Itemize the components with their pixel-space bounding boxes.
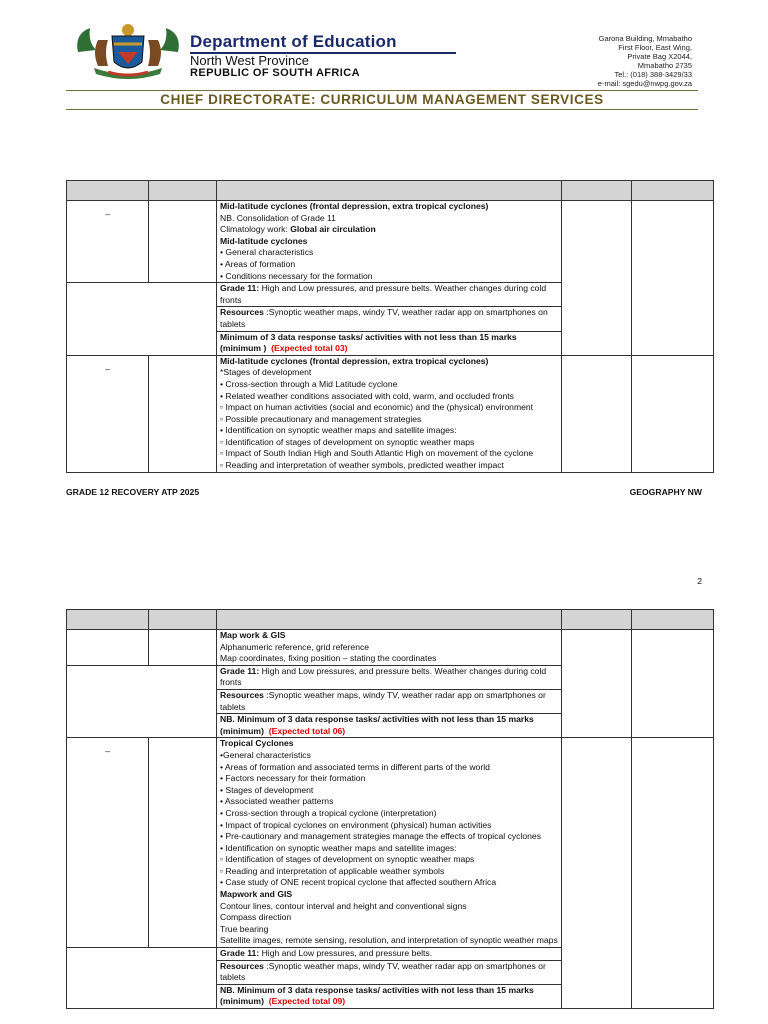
contact-line: Private Bag X2044, — [627, 52, 692, 61]
republic-name: REPUBLIC OF SOUTH AFRICA — [190, 67, 360, 79]
expected-total: (Expected total 09) — [268, 996, 346, 1007]
notes-cell — [631, 630, 713, 738]
content-line: True bearing — [220, 923, 269, 934]
assessment-cell — [561, 738, 631, 1009]
resources-cell — [217, 307, 562, 331]
content-line: • Conditions necessary for the formation — [220, 270, 373, 281]
resources-text: :Synoptic weather maps, windy TV, weather radar app on smartphones or tablets — [220, 689, 546, 712]
header-cell — [67, 181, 149, 201]
directorate-banner: CHIEF DIRECTORATE: CURRICULUM MANAGEMENT SERVICES — [160, 92, 604, 107]
content-line: ▫ Impact of South Indian High and South Atlantic High on movement of the cyclone — [220, 448, 534, 459]
contact-line: First Floor, East Wing, — [618, 43, 692, 52]
notes-cell — [631, 201, 713, 356]
content-line: • Identification on synoptic weather maps and satellite images: — [220, 425, 457, 436]
content-line: • General characteristics — [220, 247, 314, 258]
content-line: • Cross-section through a tropical cyclone (interpretation) — [220, 807, 437, 818]
assessment-cell — [561, 355, 631, 472]
content-line: ▫ Reading and interpretation of weather symbols, predicted weather impact — [220, 460, 504, 471]
date-cell — [149, 738, 217, 948]
contact-address — [598, 34, 692, 88]
content-cell — [217, 201, 562, 283]
grade11-label: Grade 11: — [220, 665, 260, 676]
content-line: • Cross-section through a Mid Latitude cyclone — [220, 378, 398, 389]
date-cell — [149, 201, 217, 283]
table-row — [67, 201, 714, 283]
content-text: Climatology work: — [220, 224, 291, 235]
province-name: North West Province — [190, 53, 309, 68]
grade11-cell — [217, 283, 562, 307]
header-cell — [149, 181, 217, 201]
minimum-cell — [217, 984, 562, 1008]
table-row — [67, 738, 714, 948]
date-cell — [149, 355, 217, 472]
resources-label: Resources — [220, 689, 264, 700]
content-cell — [217, 355, 562, 472]
grade11-label: Grade 11: — [220, 283, 260, 294]
resources-text: :Synoptic weather maps, windy TV, weather radar app on smartphones on tablets — [220, 307, 548, 329]
department-title: Department of Education — [190, 32, 397, 51]
content-line: ▫ Identification of stages of development on synoptic weather maps — [220, 436, 475, 447]
week-cell: – — [67, 738, 149, 948]
header-cell — [149, 610, 217, 630]
content-line: Compass direction — [220, 912, 292, 923]
minimum-text: NB. Minimum of 3 data response tasks/ activities with not less than 15 marks (minimum) — [220, 714, 534, 736]
banner-rule-bottom — [66, 109, 698, 110]
expected-total: (Expected total 03) — [271, 343, 348, 354]
header-cell — [561, 181, 631, 201]
week-cell: – — [67, 201, 149, 283]
assessment-cell — [561, 630, 631, 738]
content-line: NB. Consolidation of Grade 11 — [220, 212, 336, 223]
header-cell — [631, 610, 713, 630]
grade11-cell — [217, 665, 562, 689]
topic-heading: Mid-latitude cyclones (frontal depression, extra tropical cyclones) — [220, 355, 489, 366]
resources-text: :Synoptic weather maps, windy TV, weather radar app on smartphones or tablets — [220, 960, 546, 983]
topic-heading: Tropical Cyclones — [220, 738, 294, 749]
sub-heading: Mapwork and GIS — [220, 889, 293, 900]
atp-table-page2 — [66, 609, 714, 1009]
page-number: 2 — [697, 576, 702, 586]
table-row — [67, 630, 714, 666]
grade11-label: Grade 11: — [220, 948, 260, 959]
table-header-row — [67, 610, 714, 630]
content-emphasis: Global air circulation — [290, 224, 376, 235]
content-line: • Associated weather patterns — [220, 796, 334, 807]
header-cell — [631, 181, 713, 201]
resources-cell — [217, 960, 562, 984]
content-line: Satellite images, remote sensing, resolution, and interpretation of synoptic weather maps — [220, 935, 558, 946]
contact-line: Garona Building, Mmabatho — [598, 34, 692, 43]
date-cell — [149, 630, 217, 666]
grade11-text: High and Low pressures, and pressure belts. Weather changes during cold fronts — [220, 665, 547, 688]
content-line: • Factors necessary for their formation — [220, 773, 366, 784]
assessment-cell — [561, 201, 631, 356]
banner-rule-top — [66, 90, 698, 91]
content-line: Alphanumeric reference, grid reference — [220, 641, 370, 652]
letterhead — [66, 20, 698, 112]
grade11-cell — [217, 948, 562, 961]
minimum-text: NB. Minimum of 3 data response tasks/ activities with not less than 15 marks (minimum) — [220, 984, 534, 1007]
notes-cell — [631, 355, 713, 472]
table-row — [67, 355, 714, 472]
grade11-text: High and Low pressures, and pressure belts. — [259, 948, 433, 959]
content-line: • Related weather conditions associated with cold, warm, and occluded fronts — [220, 390, 514, 401]
header-cell — [217, 610, 562, 630]
contact-line: Tel.: (018) 388-3429/33 — [614, 70, 692, 79]
empty-cell — [67, 948, 217, 1009]
content-line: ▫ Identification of stages of development on synoptic weather maps — [220, 854, 475, 865]
minimum-cell — [217, 714, 562, 738]
header-cell — [67, 610, 149, 630]
content-line: Contour lines, contour interval and height and conventional signs — [220, 900, 467, 911]
resources-cell — [217, 689, 562, 713]
minimum-cell — [217, 331, 562, 355]
content-line — [220, 224, 558, 236]
empty-cell — [67, 665, 217, 738]
content-line: ▫ Possible precautionary and management strategies — [220, 413, 422, 424]
header-cell — [561, 610, 631, 630]
content-cell — [217, 630, 562, 666]
coat-of-arms-logo — [68, 22, 188, 82]
topic-heading: Mid-latitude cyclones (frontal depression, extra tropical cyclones) — [220, 201, 489, 211]
notes-cell — [631, 738, 713, 1009]
content-line: •General characteristics — [220, 749, 311, 760]
week-cell — [67, 630, 149, 666]
expected-total: (Expected total 06) — [268, 725, 346, 736]
empty-cell — [67, 283, 217, 356]
topic-heading: Map work & GIS — [220, 630, 286, 640]
content-line: • Case study of ONE recent tropical cyclone that affected southern Africa — [220, 877, 497, 888]
content-line: • Areas of formation and associated terms in different parts of the world — [220, 761, 490, 772]
content-line: • Impact of tropical cyclones on environment (physical) human activities — [220, 819, 492, 830]
table-header-row — [67, 181, 714, 201]
content-line: • Pre-cautionary and management strategies manage the effects of tropical cyclones — [220, 831, 542, 842]
content-line: • Areas of formation — [220, 258, 296, 269]
content-line: Map coordinates, fixing position – stating the coordinates — [220, 653, 437, 664]
week-cell: – — [67, 355, 149, 472]
sub-heading: Mid-latitude cyclones — [220, 235, 308, 246]
atp-table-page1 — [66, 180, 714, 473]
contact-line: Mmabatho 2735 — [637, 61, 692, 70]
grade11-text: High and Low pressures, and pressure belts. Weather changes during cold fronts — [220, 283, 547, 305]
footer-title: GRADE 12 RECOVERY ATP 2025 — [66, 487, 200, 497]
footer-subject: GEOGRAPHY NW — [629, 487, 702, 497]
content-line: • Identification on synoptic weather maps and satellite images: — [220, 842, 457, 853]
content-line: • Stages of development — [220, 784, 314, 795]
minimum-text: Minimum of 3 data response tasks/ activities with not less than 15 marks (minimum ) — [220, 331, 517, 354]
resources-label: Resources — [220, 960, 264, 971]
content-line: *Stages of development — [220, 367, 312, 378]
header-cell — [217, 181, 562, 201]
content-line: ▫ Impact on human activities (social and economic) and the (physical) environment — [220, 402, 534, 413]
contact-line: e-mail: sgedu@nwpg.gov.za — [597, 79, 692, 88]
resources-label: Resources — [220, 307, 264, 318]
content-cell — [217, 738, 562, 948]
content-line: ▫ Reading and interpretation of applicable weather symbols — [220, 865, 445, 876]
